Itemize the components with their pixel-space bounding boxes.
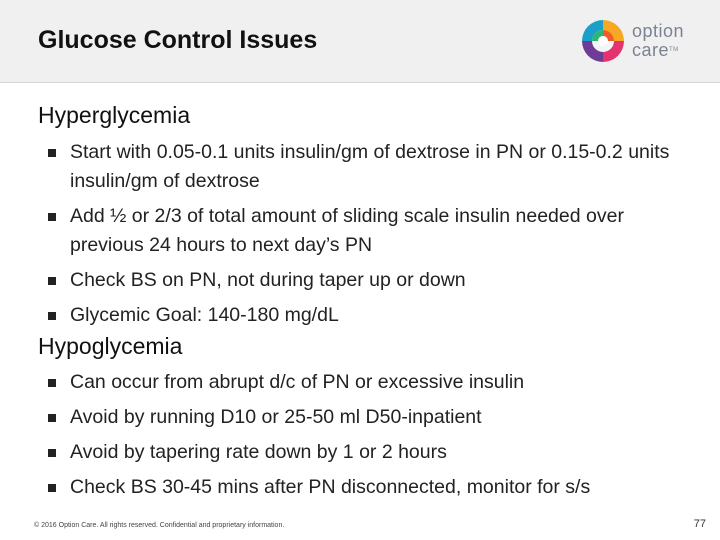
list-item: [48, 138, 688, 196]
logo-word-option: option: [632, 21, 685, 41]
bullet-square-icon: [48, 414, 56, 422]
bullet-text: Glycemic Goal: 140-180 mg/dL: [70, 304, 339, 326]
bullet-square-icon: [48, 149, 56, 157]
bullet-square-icon: [48, 449, 56, 457]
hyperglycemia-bullet-list: [48, 138, 688, 336]
list-item: [48, 266, 688, 295]
bullet-text: Start with 0.05-0.1 units insulin/gm of dextrose in PN or 0.15-0.2 units insulin/gm of dextrose: [70, 141, 670, 192]
list-item: [48, 473, 688, 502]
bullet-square-icon: [48, 277, 56, 285]
logo-word-care: [632, 41, 684, 60]
page-number: 77: [693, 518, 706, 530]
hypoglycemia-bullet-list: [48, 368, 688, 508]
bullet-text: Add ½ or 2/3 of total amount of sliding scale insulin needed over previous 24 hours to next day’s PN: [70, 205, 624, 256]
list-item: [48, 403, 688, 432]
bullet-text: Check BS on PN, not during taper up or down: [70, 269, 466, 291]
section-heading-hypoglycemia: Hypoglycemia: [38, 333, 183, 359]
bullet-text: Avoid by running D10 or 25-50 ml D50-inpatient: [70, 406, 482, 428]
bullet-square-icon: [48, 484, 56, 492]
logo-swirl-icon: [580, 18, 626, 64]
copyright-notice: © 2016 Option Care. All rights reserved. Confidential and proprietary information.: [34, 522, 285, 529]
bullet-square-icon: [48, 213, 56, 221]
bullet-text: Can occur from abrupt d/c of PN or excessive insulin: [70, 371, 525, 393]
list-item: [48, 202, 688, 260]
list-item: [48, 438, 688, 467]
section-heading-hyperglycemia: Hyperglycemia: [38, 102, 191, 128]
logo-trademark: TM: [669, 47, 679, 53]
logo-care-text: care: [632, 40, 670, 60]
bullet-text: Avoid by tapering rate down by 1 or 2 hours: [70, 441, 447, 463]
bullet-square-icon: [48, 312, 56, 320]
bullet-text: Check BS 30-45 mins after PN disconnected, monitor for s/s: [70, 476, 591, 498]
header-divider: [0, 82, 720, 83]
logo-wordmark: [632, 22, 684, 60]
slide-title: Glucose Control Issues: [38, 26, 318, 54]
list-item: [48, 368, 688, 397]
list-item: [48, 301, 688, 330]
option-care-logo: [580, 18, 710, 66]
bullet-square-icon: [48, 379, 56, 387]
